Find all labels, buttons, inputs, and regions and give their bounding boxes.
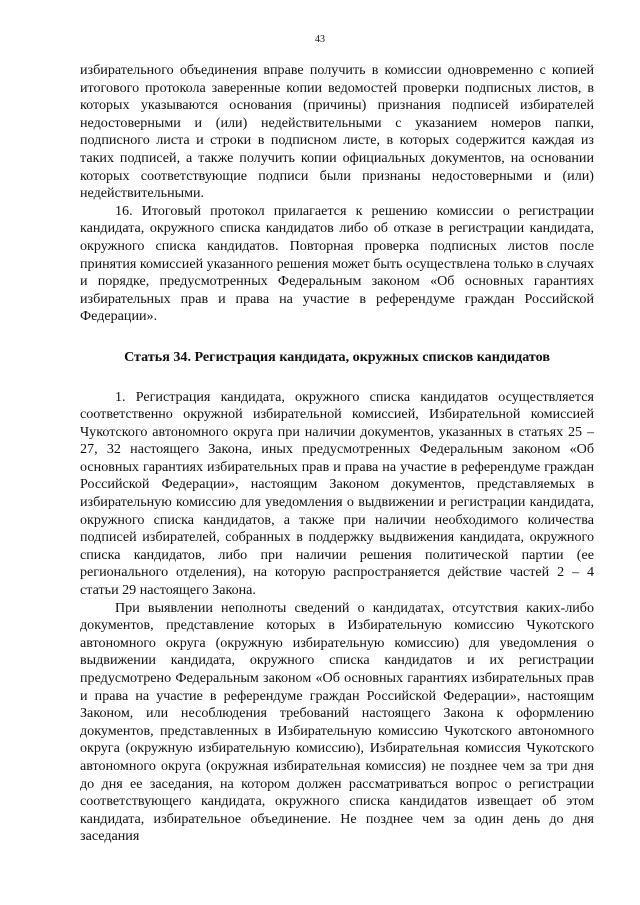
paragraph-item-1: 1. Регистрация кандидата, окружного списка кандидатов осуществляется соответственно окружной избирательной комиссией, Избирательной комиссией Чукотского автономного округа при наличии документов, указанных в статьях 25 – 27, 32 настоящего Закона, иных предусмотренных Федеральным законом «Об основных гарантиях избирательных прав и права на участие в референдуме граждан Российской Федерации», настоящим Законом документов, представляемых в избирательную комиссию для уведомления о выдвижении и регистрации кандидата, окружного списка кандидатов, а также при наличии необходимого количества подписей избирателей, собранных в поддержку выдвижения кандидата, окружного списка кандидатов, либо при наличии решения политической партии (ее регионального отделения), на которую распространяется действие частей 2 – 4 статьи 29 настоящего Закона. <box>80 388 594 599</box>
paragraph-continuation: избирательного объединения вправе получить в комиссии одновременно с копией итогового протокола заверенные копии ведомостей проверки подписных листов, в которых указываются основания (причины) признания подписей избирателей недостоверными и (или) недействительными с указанием номеров папки, подписного листа и строки в подписном листе, в которых содержится каждая из таких подписей, а также получить копии официальных документов, на основании которых соответствующие подписи были признаны недостоверными и (или) недействительными. <box>80 62 594 202</box>
page-number: 43 <box>315 34 325 45</box>
article-heading: Статья 34. Регистрация кандидата, окружных списков кандидатов <box>124 348 550 365</box>
paragraph-item-16: 16. Итоговый протокол прилагается к решению комиссии о регистрации кандидата, окружного списка кандидатов либо об отказе в регистрации кандидата, окружного списка кандидатов. Повторная проверка подписных листов после принятия комиссией указанного решения может быть осуществлена только в случаях и порядке, предусмотренных Федеральным законом «Об основных гарантиях избирательных прав и права на участие в референдуме граждан Российской Федерации». <box>80 202 594 325</box>
document-body <box>80 62 594 846</box>
paragraph-deficiencies: При выявлении неполноты сведений о кандидатах, отсутствия каких-либо документов, представление которых в Избирательную комиссию Чукотского автономного округа (окружную избирательную комиссию) для уведомления о выдвижении кандидата, окружного списка кандидатов и их регистрации предусмотрено Федеральным законом «Об основных гарантиях избирательных прав и права на участие в референдуме граждан Российской Федерации», настоящим Законом, или несоблюдения требований настоящего Закона к оформлению документов, представленных в Избирательную комиссию Чукотского автономного округа (окружную избирательную комиссию), Избирательная комиссия Чукотского автономного округа (окружная избирательная комиссия) не позднее чем за три дня до дня ее заседания, на котором должен рассматриваться вопрос о регистрации соответствующего кандидата, окружного списка кандидатов извещает об этом кандидата, избирательное объединение. Не позднее чем за один день до дня заседания <box>80 599 594 845</box>
